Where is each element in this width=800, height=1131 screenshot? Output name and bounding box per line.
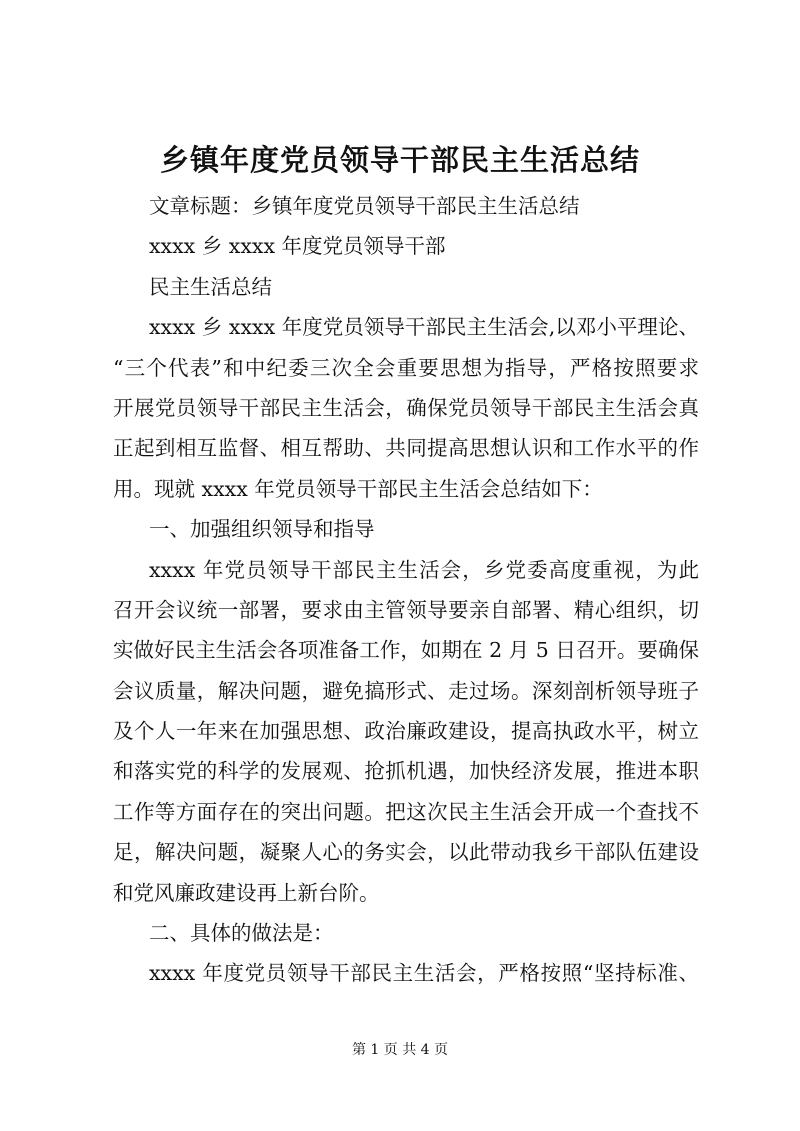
paragraph-line: 开展党员领导干部民主生活会，确保党员领导干部民主生活会真: [113, 395, 699, 420]
paragraph-line: 工作等方面存在的突出问题。把这次民主生活会开成一个查找不: [113, 799, 699, 824]
document-title: 乡镇年度党员领导干部民主生活总结: [159, 143, 640, 177]
paragraph-line: 足，解决问题，凝聚人心的务实会，以此带动我乡干部队伍建设: [113, 840, 699, 865]
page-number: 第 1 页 共 4 页: [351, 1042, 449, 1058]
paragraph-line: 和党风廉政建设再上新台阶。: [113, 880, 380, 905]
paragraph-line: 正起到相互监督、相互帮助、共同提高思想认识和工作水平的作: [113, 436, 699, 461]
paragraph-line: 用。现就 xxxx 年党员领导干部民主生活会总结如下：: [113, 476, 603, 501]
paragraph-line: 文章标题：乡镇年度党员领导干部民主生活总结: [149, 194, 580, 218]
paragraph-line: “三个代表”和中纪委三次全会重要思想为指导，严格按照要求: [113, 355, 699, 380]
paragraph-line: 召开会议统一部署，要求由主管领导要亲自部署、精心组织，切: [113, 597, 699, 622]
section-heading: 一、加强组织领导和指导: [149, 517, 375, 542]
paragraph-line: xxxx 乡 xxxx 年度党员领导干部民主生活会,以邓小平理论、: [149, 315, 699, 340]
paragraph-line: 会议质量，解决问题，避免搞形式、走过场。深刻剖析领导班子: [113, 678, 699, 703]
paragraph-line: xxxx 乡 xxxx 年度党员领导干部: [149, 234, 446, 259]
paragraph-line: 和落实党的科学的发展观、抢抓机遇，加快经济发展，推进本职: [113, 759, 699, 784]
paragraph-line: xxxx 年党员领导干部民主生活会，乡党委高度重视，为此: [149, 557, 699, 582]
section-heading: 二、具体的做法是：: [149, 921, 334, 946]
paragraph-line: 民主生活总结: [149, 274, 272, 299]
paragraph-line: 实做好民主生活会各项准备工作，如期在 2 月 5 日召开。要确保: [113, 638, 699, 663]
document-body: [113, 186, 699, 994]
paragraph-line: 及个人一年来在加强思想、政治廉政建设，提高执政水平，树立: [113, 719, 699, 744]
paragraph-line: xxxx 年度党员领导干部民主生活会，严格按照“坚持标准、: [149, 961, 699, 986]
